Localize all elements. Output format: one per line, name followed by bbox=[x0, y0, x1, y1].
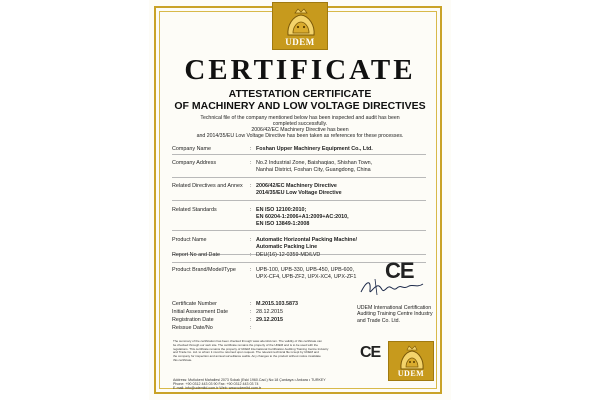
footer-phone: Phone: +90 0312 443 03 90 Fax: +90 0312 443 03 74 bbox=[173, 382, 259, 386]
colon: : bbox=[250, 237, 252, 243]
colon: : bbox=[250, 160, 252, 166]
intro-line: completed successfully. bbox=[272, 121, 328, 127]
registration-date-value: 29.12.2015 bbox=[256, 317, 283, 323]
company-address-label: Company Address bbox=[172, 160, 217, 166]
colon: : bbox=[250, 252, 252, 258]
company-name-value: Foshan Upper Machinery Equipment Co., Ltd. bbox=[256, 146, 373, 152]
product-name-line: Automatic Packing Line bbox=[256, 244, 318, 250]
brand-label: UDEM bbox=[397, 369, 425, 378]
colon: : bbox=[250, 301, 252, 307]
reissue-label: Reissue Date/No bbox=[172, 325, 213, 331]
registration-date-label: Registration Date bbox=[172, 317, 214, 323]
small-print-line: this certificate. bbox=[173, 357, 193, 362]
certificate-number-label: Certificate Number bbox=[172, 301, 217, 307]
divider bbox=[172, 200, 426, 201]
colon: : bbox=[250, 146, 252, 152]
intro-line: Technical file of the company mentioned below has been inspected and audit has been bbox=[200, 115, 400, 121]
signature-icon bbox=[357, 276, 427, 298]
ce-mark-small: CE bbox=[360, 344, 381, 361]
small-print-line: and Trade Co. Ltd. to whom it must be returned upon request. The relevant technical file is kept by UDEM and bbox=[173, 350, 319, 355]
ce-mark: CE bbox=[385, 258, 414, 283]
company-name-label: Company Name bbox=[172, 146, 211, 152]
company-address-line: Nanhai District, Foshan City, Guangdong, China bbox=[256, 167, 371, 173]
issuer-line: and Trade Co. Ltd. bbox=[357, 317, 400, 324]
small-print-line: the company for inspection and annual surveillance audits. Any changes to the product without notice invalidate bbox=[173, 354, 321, 359]
standard-line: EN ISO 12100:2010; bbox=[256, 207, 307, 213]
udem-logo-top bbox=[272, 2, 328, 50]
small-print-line: The summary of the certification has been checked through www.udemltd.com. The validity of this certificate can bbox=[173, 339, 323, 343]
colon: : bbox=[250, 317, 252, 323]
intro-line: and 2014/35/EU Low Voltage Directive has been taken as references for these processes. bbox=[196, 133, 404, 139]
certificate-title: CERTIFICATE bbox=[184, 54, 416, 86]
product-name-label: Product Name bbox=[172, 237, 207, 243]
issuer-line: Auditing Training Centre Industry bbox=[357, 311, 433, 318]
small-print-line: be checked through our web site. The certificate remains the property of the UDEM and is to be used with the bbox=[173, 342, 319, 347]
divider bbox=[172, 154, 426, 155]
colon: : bbox=[250, 325, 252, 331]
footer-address: Address: Mutlukent Mahallesi 2073 Sokak (Eski 1960.Cad.) No:18 Çankaya • Ankara • TURKEY bbox=[173, 378, 326, 382]
subtitle-line-1: ATTESTATION CERTIFICATE bbox=[228, 88, 372, 100]
intro-line: 2006/42/EC Machinery Directive has been bbox=[251, 127, 349, 133]
company-address-line: No.2 Industrial Zone, Baishaqiao, Shishan Town, bbox=[256, 160, 373, 166]
directive-line: 2014/35/EU Low Voltage Directive bbox=[256, 190, 342, 196]
initial-assessment-value: 28.12.2015 bbox=[256, 309, 283, 315]
standards-label: Related Standards bbox=[172, 207, 217, 213]
subtitle-line-2: OF MACHINERY AND LOW VOLTAGE DIRECTIVES bbox=[174, 100, 426, 112]
divider bbox=[172, 177, 426, 178]
standard-line: EN 60204-1:2006+A1:2009+AC:2010, bbox=[256, 214, 349, 220]
colon: : bbox=[250, 183, 252, 189]
report-no-value: DEU(16)-12-0359-MD/LVD bbox=[256, 252, 321, 258]
report-no-label: Report No and Date bbox=[172, 252, 220, 258]
colon: : bbox=[250, 267, 252, 273]
initial-assessment-label: Initial Assessment Date bbox=[172, 309, 229, 315]
footer-contact: E-mail: info@udemltd.com.tr Web: www.udemltd.com.tr bbox=[173, 386, 262, 390]
divider bbox=[172, 230, 426, 231]
directives-label: Related Directives and Annex bbox=[172, 183, 243, 189]
brand-label: UDEM bbox=[285, 37, 315, 47]
product-brand-line: UPB-100, UPB-330, UPB-450, UPB-600, bbox=[256, 267, 354, 273]
colon: : bbox=[250, 309, 252, 315]
udem-logo-bottom bbox=[388, 341, 434, 381]
standard-line: EN ISO 13849-1:2008 bbox=[256, 221, 310, 227]
issuer-block bbox=[357, 305, 435, 324]
issuer-line: UDEM International Certification bbox=[357, 305, 432, 311]
certificate-number-value: M.2015.103.5873 bbox=[256, 301, 298, 307]
colon: : bbox=[250, 207, 252, 213]
product-brand-label: Product Brand/Model/Type bbox=[172, 267, 236, 273]
small-print-line: regulations. This certificate remains the property of UDEM International Certification Auditing Training Centre Industry bbox=[173, 346, 329, 351]
product-name-line: Automatic Horizontal Packing Machine/ bbox=[256, 237, 357, 243]
product-brand-line: UPX-CF4, UPB-ZF2, UPX-XC4, UPX-ZF1 bbox=[256, 274, 357, 280]
directive-line: 2006/42/EC Machinery Directive bbox=[256, 183, 337, 189]
